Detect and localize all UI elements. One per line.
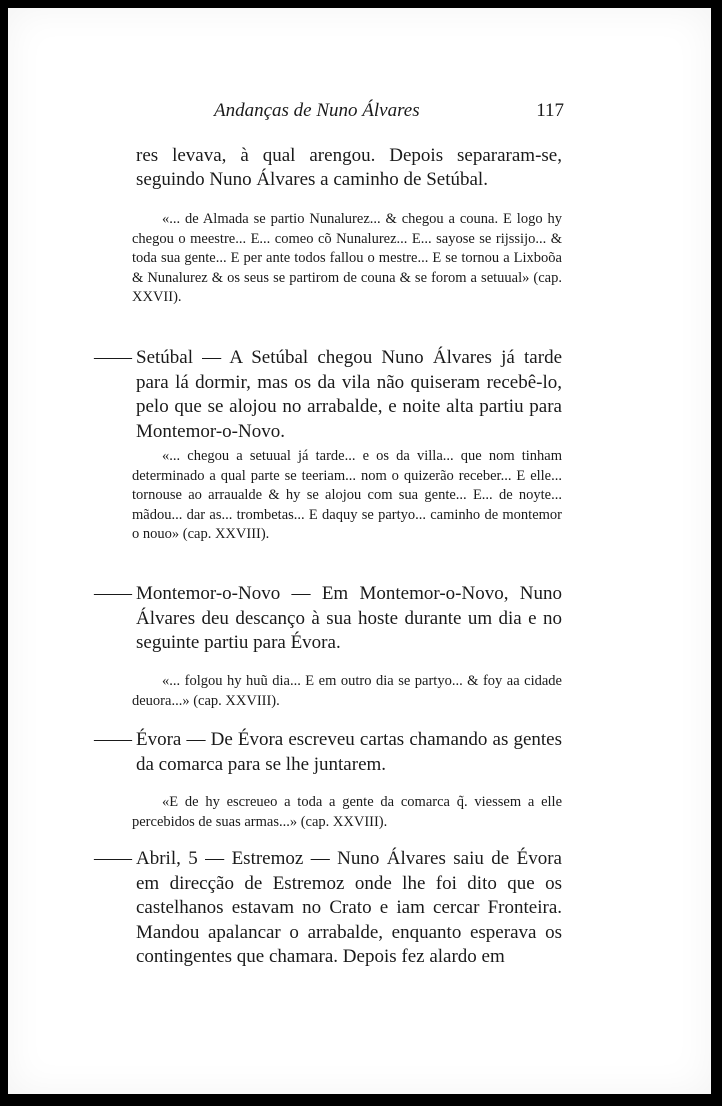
- entry-dash: ——: [94, 347, 132, 368]
- intro-paragraph: res levava, à qual arengou. Depois separaram-se, seguindo Nuno Álvares a caminho de Setúbal.: [136, 145, 562, 190]
- entry-evora: [94, 728, 562, 777]
- entry-montemor: [94, 582, 562, 656]
- entry-text: Montemor-o-Novo — Em Montemor-o-Novo, Nuno Álvares deu descanço à sua hoste durante um dia e no seguinte partiu para Évora.: [136, 583, 562, 653]
- quote-setubal: «... chegou a setuual já tarde... e os da villa... que nom tinham determinado a qual parte se teeriam... nom o quizerão receber... E elle... tornouse ao arraualde & hy se alojou com sua gente... E... de noyte... mãdou... dar as... trombetas... E daquy se partyo... caminho de montemor o nouo» (cap. XXVIII).: [132, 448, 562, 542]
- entry-text: Abril, 5 — Estremoz — Nuno Álvares saiu de Évora em direcção de Estremoz onde lhe foi dito que os castelhanos estavam no Crato e iam cercar Fronteira. Mandou apalancar o arrabalde, enquanto esperava os contingentes que chamara. Depois fez alardo em: [136, 848, 562, 967]
- entry-dash: ——: [94, 729, 132, 750]
- entry-dash: ——: [94, 583, 132, 604]
- entry-dash: ——: [94, 848, 132, 869]
- entry-text: Évora — De Évora escreveu cartas chamando as gentes da comarca para se lhe juntarem.: [136, 729, 562, 775]
- entry-estremoz: [94, 847, 562, 970]
- entry-text: Setúbal — A Setúbal chegou Nuno Álvares já tarde para lá dormir, mas os da vila não quiseram recebê-lo, pelo que se alojou no arrabalde, e noite alta partiu para Montemor-o-Novo.: [136, 347, 562, 442]
- book-page: [8, 8, 711, 1094]
- quote-evora: «E de hy escreueo a toda a gente da comarca q̃. viessem a elle percebidos de suas armas...» (cap. XXVIII).: [132, 794, 562, 830]
- quote-almada: «... de Almada se partio Nunalurez... & chegou a couna. E logo hy chegou o meestre... E... comeo cõ Nunalurez... E... sayose se rijssijo... & toda sua gente... E per ante todos fallou o mestre... E se tornou a Lixboõa & Nunalurez & os seus se partirom de couna & se forom a setuual» (cap. XXVII).: [132, 211, 562, 305]
- entry-setubal: [94, 346, 562, 444]
- running-header: [214, 100, 564, 122]
- quote-montemor: «... folgou hy huũ dia... E em outro dia se partyo... & foy aa cidade deuora...» (cap. XXVIII).: [132, 673, 562, 709]
- page-number: 117: [536, 100, 564, 121]
- running-title: Andanças de Nuno Álvares: [214, 100, 420, 121]
